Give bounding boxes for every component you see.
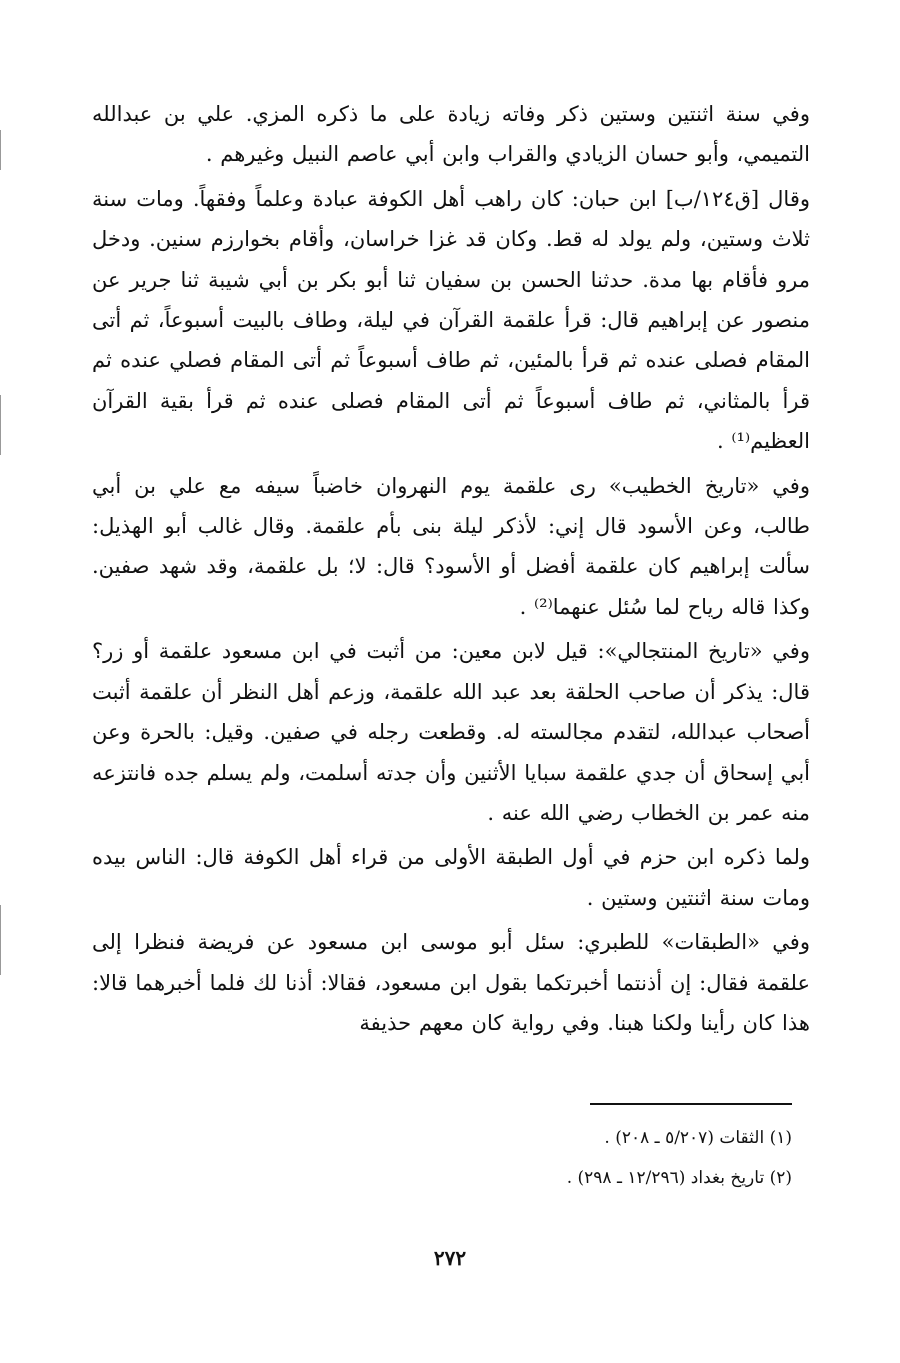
paragraph: وفي «الطبقات» للطبري: سئل أبو موسى ابن مسعود عن فريضة فنظرا إلى علقمة فقال: إن أذنتما أخبرتكما بقول ابن مسعود، فقالا: أذنا لك فلما أخبرهما قالا: هذا كان رأينا ولكنا هبنا. وفي رواية كان معهم حذيفة <box>92 930 810 1035</box>
footnote-divider <box>590 1103 792 1105</box>
paragraph: ولما ذكره ابن حزم في أول الطبقة الأولى من قراء أهل الكوفة قال: الناس بيده ومات سنة اثنتين وستين . <box>92 845 810 910</box>
paragraph: وفي سنة اثنتين وستين ذكر وفاته زيادة على ما ذكره المزي. علي بن عبدالله التميمي، وأبو حسان الزيادي والقراب وابن أبي عاصم النبيل وغيرهم . <box>92 102 810 167</box>
footnote: (٢) تاريخ بغداد (١٢/٢٩٦ ـ ٢٩٨) . <box>566 1168 792 1188</box>
scan-edge-line <box>0 395 1 455</box>
paragraph: وفي «تاريخ المنتجالي»: قيل لابن معين: من أثبت في ابن مسعود علقمة أو زر؟ قال: يذكر أن صاحب الحلقة بعد عبد الله علقمة، وزعم أهل النظر أن علقمة أثبت أصحاب عبدالله، لتقدم مجالسته له. وقطعت رجله في صفين. وقيل: بالحرة وعن أبي إسحاق أن جدي علقمة سبايا الأثنين وأن جدته أسلمت، ولم يسلم جده فانتزعه منه عمر بن الخطاب رضي الله عنه . <box>92 639 810 825</box>
footnote: (١) الثقات (٥/٢٠٧ ـ ٢٠٨) . <box>604 1128 792 1148</box>
footnotes <box>380 1118 792 1198</box>
paragraph: وقال [ق١٢٤/ب] ابن حبان: كان راهب أهل الكوفة عبادة وعلماً وفقهاً. ومات سنة ثلاث وستين، ولم يولد له قط. وكان قد غزا خراسان، وأقام بخوارزم سنين. ودخل مرو فأقام بها مدة. حدثنا الحسن بن سفيان ثنا أبو بكر بن أبي شيبة ثنا جرير عن منصور عن إبراهيم قال: قرأ علقمة القرآن في ليلة، وطاف بالبيت أسبوعاً، ثم أتى المقام فصلى عنده ثم قرأ بالمئين، ثم طاف أسبوعاً ثم أتى المقام فصلي عنده ثم قرأ بالمثاني، ثم طاف أسبوعاً ثم أتى المقام فصلى عنده ثم قرأ بقية القرآن العظيم⁽¹⁾ . <box>92 186 810 454</box>
scan-edge-line <box>0 905 1 975</box>
scan-edge-line <box>0 130 1 170</box>
page-number: ٢٧٢ <box>433 1246 467 1270</box>
main-text <box>92 94 810 1043</box>
paragraph: وفي «تاريخ الخطيب» رى علقمة يوم النهروان خاضباً سيفه مع علي بن أبي طالب، وعن الأسود قال إني: لأذكر ليلة بنى بأم علقمة. وقال غالب أبو الهذيل: سألت إبراهيم كان علقمة أفضل أو الأسود؟ قال: لا؛ بل علقمة، وقد شهد صفين. وكذا قاله رياح لما سُئل عنهما⁽²⁾ . <box>92 473 810 619</box>
